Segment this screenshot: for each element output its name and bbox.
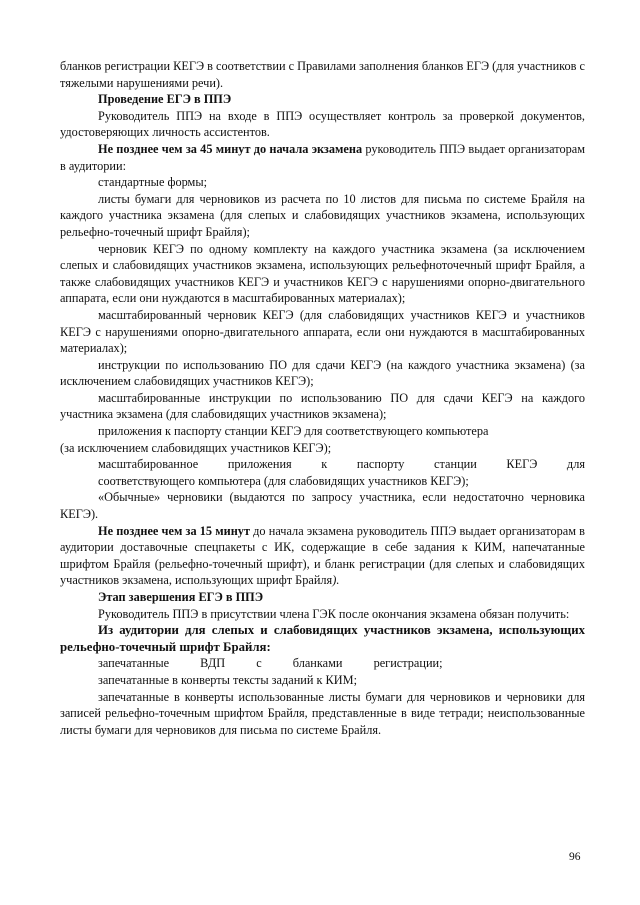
list-item-kege-draft: черновик КЕГЭ по одному комплекту на каждого участника экзамена (за исключением слепых и слабовидящих участников экзамена, использующих рельефноточечный шрифт Брайля, а также слабовидящих участников КЕГЭ и участников КЕГЭ с нарушениями опорно-двигательного аппарата, если они нуждаются в масштабированных материалах); (60, 241, 585, 306)
paragraph-45-minutes: Не позднее чем за 45 минут до начала экзамена руководитель ППЭ выдает организаторам в аудитории: (60, 141, 585, 173)
paragraph-15-minutes: Не позднее чем за 15 минут до начала экзамена руководитель ППЭ выдает организаторам в аудитории доставочные спецпакеты с ИК, содержащие в себе задания к КИМ, напечатанные шрифтом Брайля (рельефно-точечный шрифт), и бланк регистрации (для слепых и слабовидящих участников экзамена, использующих шрифт Брайля). (60, 523, 585, 588)
list-item-scaled-appendix: масштабированное приложения к паспорту станции КЕГЭ для (98, 457, 585, 472)
list-item-sealed-drafts: запечатанные в конверты использованные листы бумаги для черновиков и черновики для записей рельефно-точечным шрифтом Брайля, представленные в виде тетради; неиспользованные листы бумаги для черновиков для письма по системе Брайля. (60, 689, 585, 737)
paragraph-assistant-control: Руководитель ППЭ на входе в ППЭ осуществляет контроль за проверкой документов, удостоверяющих личность ассистентов. (60, 108, 585, 140)
page-number: 96 (569, 851, 581, 863)
list-item-scaled-appendix-continued: соответствующего компьютера (для слабовидящих участников КЕГЭ); (98, 473, 469, 488)
list-item-regular-drafts: «Обычные» черновики (выдаются по запросу участника, если недостаточно черновика КЕГЭ). (60, 490, 585, 522)
list-item-software-instructions: инструкции по использованию ПО для сдачи КЕГЭ (на каждого участника экзамена) (за исключением слабовидящих участников КЕГЭ); (60, 357, 585, 389)
list-item-sealed-vdp: запечатанные ВДП с бланками регистрации; (98, 656, 443, 671)
list-item-standard-forms: стандартные формы; (98, 175, 208, 190)
list-item-sealed-task-texts: запечатанные в конверты тексты заданий к КИМ; (98, 672, 357, 687)
list-item-scaled-instructions: масштабированные инструкции по использованию ПО для сдачи КЕГЭ на каждого участника экзамена (для слабовидящих участников экзамена); (60, 390, 585, 422)
section-heading-conduct: Проведение ЕГЭ в ППЭ (98, 92, 232, 107)
list-item-braille-paper: листы бумаги для черновиков из расчета по 10 листов для письма по системе Брайля на каждого участника экзамена (для слепых и слабовидящих участников экзамена, использующих рельефно-точечный шрифт Брайля); (60, 191, 585, 239)
paragraph-from-classroom: Из аудитории для слепых и слабовидящих участников экзамена, использующих рельефно-точечный шрифт Брайля: (60, 623, 585, 654)
list-item-scaled-draft: масштабированный черновик КЕГЭ (для слабовидящих участников КЕГЭ и участников КЕГЭ с нарушениями опорно-двигательного аппарата, если они нуждаются в масштабированных материалах); (60, 307, 585, 356)
emphasis-15-minutes: Не позднее чем за 15 минут (98, 523, 250, 538)
section-heading-completion: Этап завершения ЕГЭ в ППЭ (98, 590, 264, 604)
paragraph-obligations: Руководитель ППЭ в присутствии члена ГЭК после окончания экзамена обязан получить: (98, 606, 570, 621)
list-item-station-passport-exclusion: (за исключением слабовидящих участников КЕГЭ); (60, 440, 332, 455)
paragraph-registration-forms: бланков регистрации КЕГЭ в соответствии с Правилами заполнения бланков ЕГЭ (для участников с тяжелыми нарушениями речи). (60, 59, 585, 90)
list-item-station-passport-appendix: приложения к паспорту станции КЕГЭ для соответствующего компьютера (98, 424, 489, 439)
emphasis-45-minutes: Не позднее чем за 45 минут до начала экзамена (98, 141, 363, 156)
